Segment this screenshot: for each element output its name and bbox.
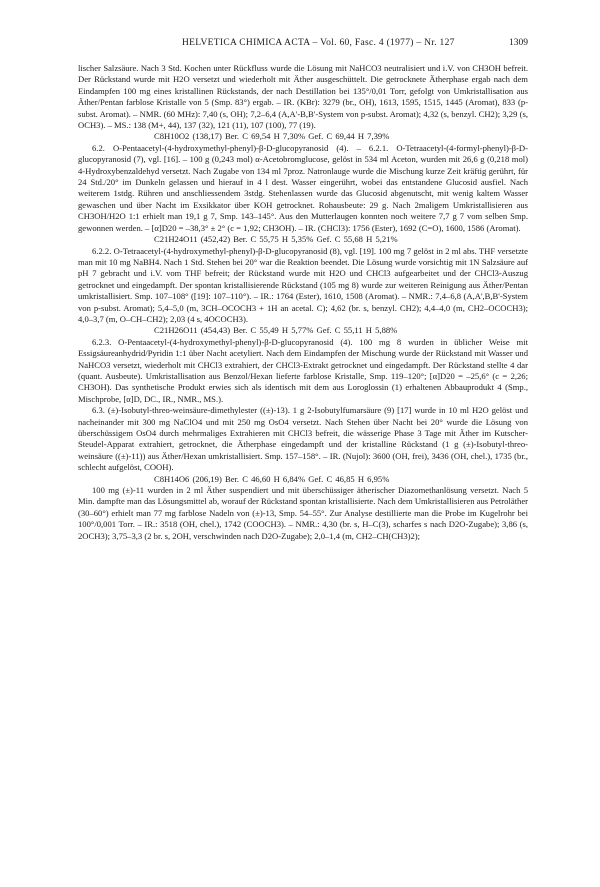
paragraph: 6.2.3. O-Pentaacetyl-(4-hydroxymethyl-phenyl)-β-D-glucopyranosid (4). 100 mg 8 wurden in üblicher Weise mit Essigsäureanhydrid/Pyridin 1:1 über Nacht acetyliert. Nach dem Eindampfen der Mischung wurde der Rückstand mit Wasser und NaHCO3 versetzt, wiederholt mit CHCl3 extrahiert, der CHCl3-Extrakt getrocknet und eingedampft. Der Rückstand stellte 4 dar (quant. Ausbeute). Umkristallisation aus Benzol/Hexan lieferte farblose Kristalle, Smp. 119–120°; [α]D20 = –25,6° (c = 2,26; CH3OH). Das synthetische Produkt erwies sich als identisch mit dem aus Loroglossin (1) erhaltenen Abbauprodukt 4 (Smp., Mischprobe, [α]D, DC., IR., NMR., MS.).	[78, 336, 528, 404]
elemental-analysis: C8H14O6 (206,19) Ber. C 46,60 H 6,84% Gef. C 46,85 H 6,95%	[154, 473, 390, 484]
elemental-analysis: C21H26O11 (454,43) Ber. C 55,49 H 5,77% Gef. C 55,11 H 5,88%	[154, 325, 398, 336]
paragraph: 100 mg (±)-11 wurden in 2 ml Äther suspendiert und mit überschüssiger ätherischer Diazomethanlösung versetzt. Nach 5 Min. dampfte man das Lösungsmittel ab, worauf der Rückstand spontan kristallisierte. Nach dem Umkristallisieren aus Petroläther (30–60°) erhielt man 77 mg farblose Nadeln von (±)-13, Smp. 54–55°. Zur Analyse destillierte man die Probe im Kugelrohr bei 100°/0,001 Torr. – IR.: 3518 (OH, chel.), 1742 (COOCH3). – NMR.: 4,30 (br. s, H–C(3), scharfes s nach D2O-Zugabe); 3,86 (s, 2OCH3); 3,75–3,3 (2 br. s, 2OH, verschwinden nach D2O-Zugabe); 2,0–1,4 (m, CH2–CH(CH3)2);	[78, 485, 528, 541]
paragraph: 6.3. (±)-Isobutyl-threo-weinsäure-dimethylester ((±)-13). 1 g 2-Isobutylfumarsäure (9) [17] wurde in 10 ml H2O gelöst und nacheinander mit 300 mg NaClO4 und mit 250 mg OsO4 versetzt. Nach Stehen über Nacht bei 20° wurde die Lösung von überschüssigem OsO4 durch mehrmaliges Extrahieren mit CHCl3 befreit, die wässerige Phase 3 Tage mit Äther im Kutscher-Steudel-Apparat extrahiert, getrocknet, die Ätherphase eingedampft und der kristalline Rückstand (1 g (±)-Isobutyl-threo-weinsäure ((±)-11)) aus Äther/Hexan umkristallisiert. Smp. 157–158°. – IR. (Nujol): 3600 (OH, frei), 3436 (OH, chel.), 1735 (br., schlecht aufgelöst, COOH).	[78, 405, 528, 473]
elemental-analysis: C8H10O2 (138,17) Ber. C 69,54 H 7,30% Gef. C 69,44 H 7,39%	[154, 131, 390, 142]
paragraph: lischer Salzsäure. Nach 3 Std. Kochen unter Rückfluss wurde die Lösung mit NaHCO3 neutralisiert und i.V. von CH3OH befreit. Der Rückstand wurde mit H2O versetzt und wiederholt mit Äther ausgeschüttelt. Die getrocknete Ätherphase ergab nach dem Eindampfen 100 mg eines kristallinen Rückstands, der nach Destillation bei 135°/0,01 Torr, gefolgt von Umkristallisation aus Äther/Pentan farblose Kristalle von 5 (Smp. 83°) ergab. – IR. (KBr): 3279 (br., OH), 1613, 1595, 1515, 1445 (Aromat), 833 (p-subst. Aromat). – NMR. (60 MHz): 7,40 (s, OH); 7,2–6,4 (A,A'-B,B'-System von p-subst. Aromat); 4,32 (s, benzyl. CH2); 3,29 (s, OCH3). – MS.: 138 (M+, 44), 137 (32), 121 (11), 107 (100), 77 (19).	[78, 63, 528, 131]
paragraph: 6.2.2. O-Tetraacetyl-(4-hydroxymethyl-phenyl)-β-D-glucopyranosid (8), vgl. [19]. 100 mg 7 gelöst in 2 ml abs. THF versetzte man mit 10 mg NaBH4. Nach 1 Std. Stehen bei 20° war die Reaktion beendet. Die Lösung wurde vorsichtig mit 1N Salzsäure auf pH 7 gebracht und i.V. vom THF befreit; der Rückstand wurde mit H2O und CHCl3 aufgearbeitet und der CHCl3-Auszug getrocknet und eingedampft. Der spontan kristallisierende Rückstand (105 mg 8) wurde zur weiteren Reinigung aus Äther/Pentan umkristallisiert. Smp. 107–108° ([19]: 107–110°). – IR.: 1764 (Ester), 1610, 1508 (Aromat). – NMR.: 7,4–6,8 (A,A',B,B'-System von p-subst. Aromat); 5,4–5,0 (m, 3CH–OCOCH3 + 1H an acetal. C); 4,62 (br. s, benzyl. CH2); 4,4–4,0 (m, CH2–OCOCH3); 4,0–3,7 (m, O–CH–CH2); 2,03 (4 s, 4OCOCH3).	[78, 245, 528, 324]
journal-line: HELVETICA CHIMICA ACTA – Vol. 60, Fasc. 4 (1977) – Nr. 127	[182, 38, 455, 48]
body-text	[78, 63, 528, 542]
page-number: 1309	[509, 38, 528, 48]
elemental-analysis: C21H24O11 (452,42) Ber. C 55,75 H 5,35% Gef. C 55,68 H 5,21%	[154, 234, 398, 245]
paragraph: 6.2. O-Pentaacetyl-(4-hydroxymethyl-phenyl)-β-D-glucopyranosid (4). – 6.2.1. O-Tetraacetyl-(4-formyl-phenyl)-β-D-glucopyranosid (7), vgl. [16]. – 100 g (0,243 mol) α-Acetobromglucose, gelöst in 534 ml Aceton, wurden mit 26,6 g (0,218 mol) 4-Hydroxybenzaldehyd versetzt. Nach Zugabe von 134 ml 7proz. Natronlauge wurde die Mischung kurze Zeit kräftig gerührt, für 24 Std./20° im Dunkeln gelassen und hierauf in 4 l dest. Wasser eingerührt, wobei das entstandene Glucosid ausfiel. Nach weiterem 1stdg. Rühren und anschliessendem 3stdg. Stehenlassen wurde das Glucosid abgenutscht, mit wenig kaltem Wasser gewaschen und über Nacht im Exsikkator über KOH getrocknet. Rohausbeute: 29 g. Nach 2maligem Umkristallisieren aus CH3OH/H2O 1:1 erhielt man 19,1 g 7, Smp. 143–145°. Aus den Mutterlaugen konnten noch weitere 7,7 g 7 vom selben Smp. gewonnen werden. – [α]D20 = –38,3° ± 2° (c = 1,92; CH3OH). – IR. (CHCl3): 1756 (Ester), 1692 (C=O), 1600, 1586 (Aromat).	[78, 142, 528, 233]
